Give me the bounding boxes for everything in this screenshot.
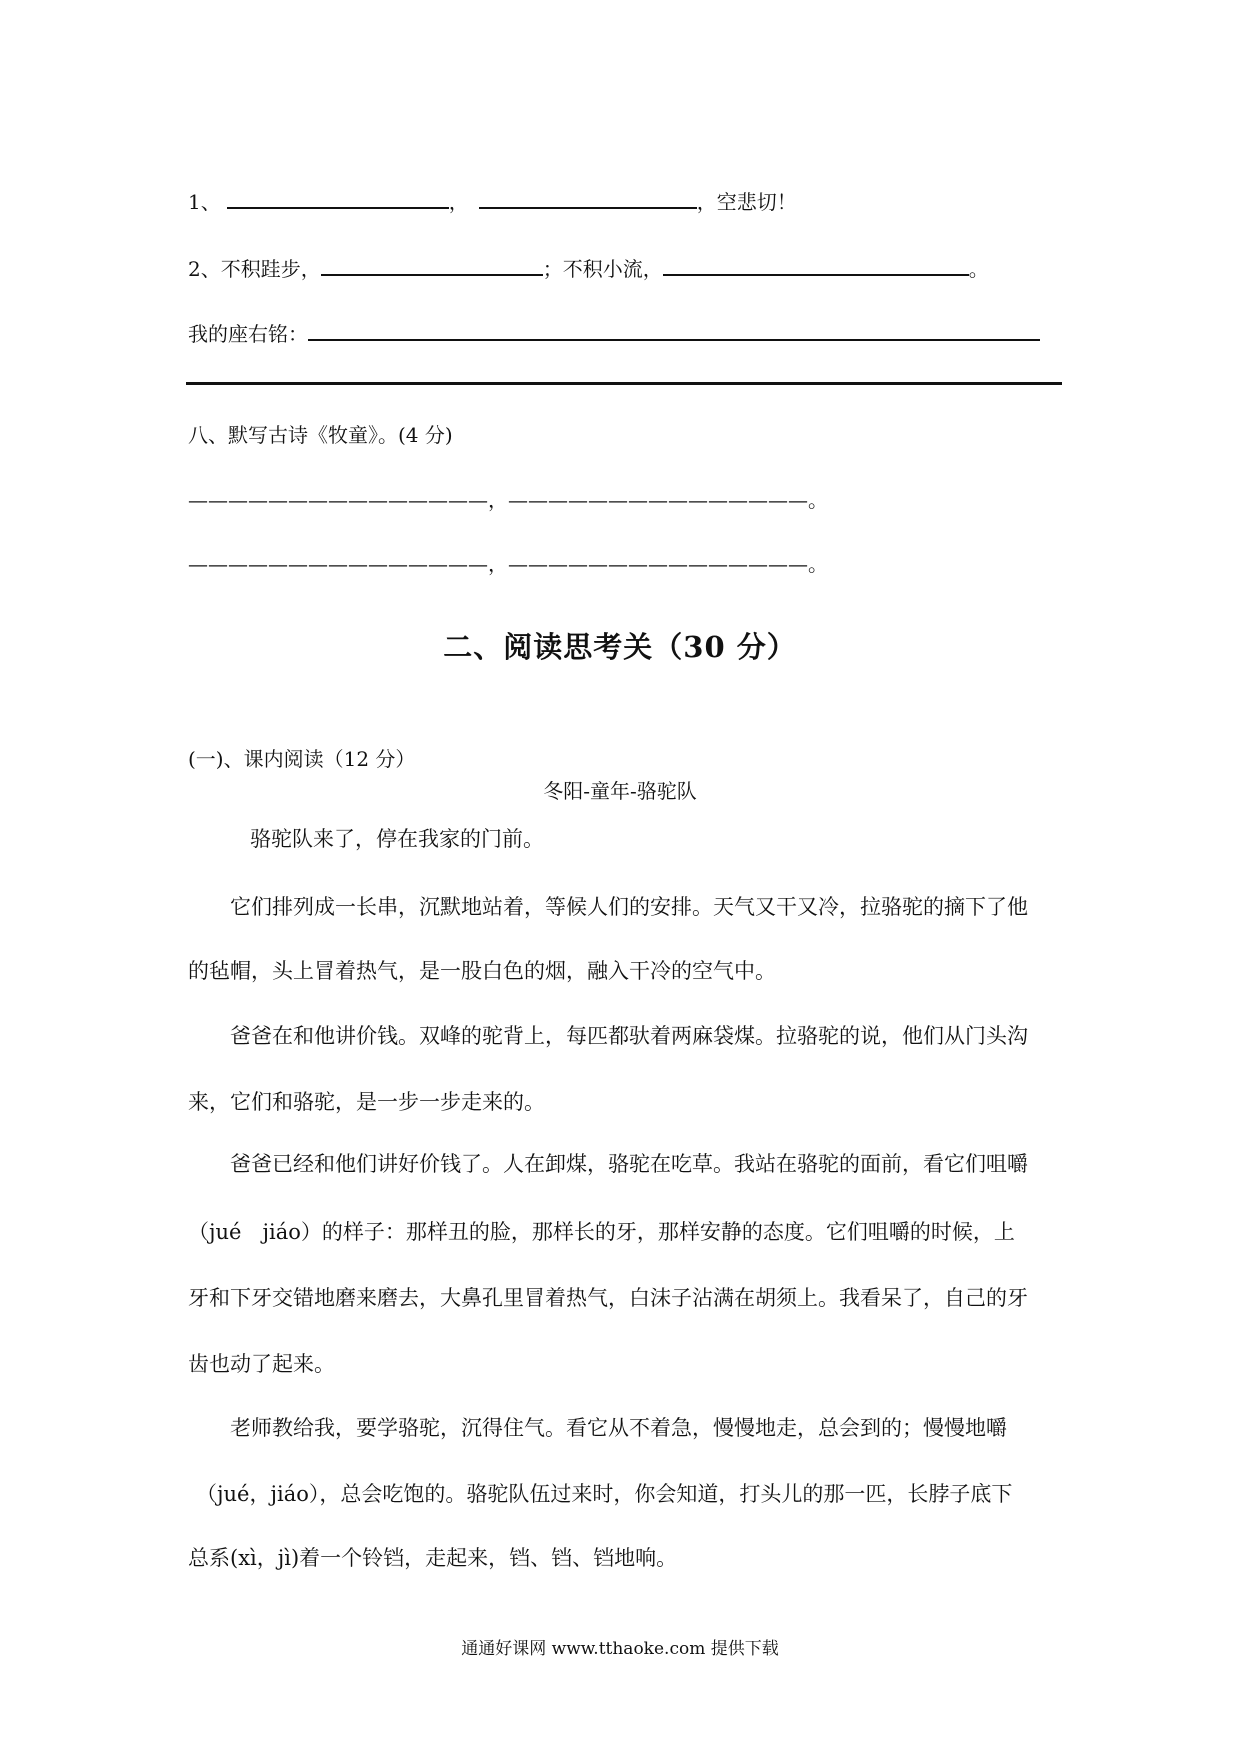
passage-line: （jué，jiáo），总会吃饱的。骆驼队伍过来时，你会知道，打头儿的那一匹，长脖子底下 (196, 1482, 1013, 1506)
section-title: 二、阅读思考关（30 分） (443, 630, 797, 664)
question-prompt: 2、不积跬步， (188, 257, 321, 281)
answer-blank (663, 254, 969, 276)
footer-watermark: 通通好课网 www.tthaoke.com 提供下载 (461, 1639, 779, 1659)
motto-line (188, 319, 1040, 348)
poem-blank-row: ———————————————，———————————————。 (188, 488, 828, 512)
punctuation: ， (448, 190, 469, 214)
poem-blank-row: ———————————————，———————————————。 (188, 552, 828, 576)
motto-label: 我的座右铭： (188, 322, 308, 346)
answer-blank (479, 187, 697, 209)
question-number: 1、 (188, 190, 221, 214)
reading-subheading: (一)、课内阅读（12 分） (188, 747, 416, 771)
passage-line: 的毡帽，头上冒着热气，是一股白色的烟，融入干冷的空气中。 (188, 959, 776, 983)
section-heading: 八、默写古诗《牧童》。(4 分) (188, 423, 453, 447)
question-tail: 。 (968, 257, 989, 281)
passage-title: 冬阳-童年-骆驼队 (543, 779, 697, 803)
fill-question-1 (188, 187, 797, 216)
passage-line: 来，它们和骆驼，是一步一步走来的。 (188, 1090, 545, 1114)
passage-line: 老师教给我，要学骆驼，沉得住气。看它从不着急，慢慢地走，总会到的；慢慢地嚼 (230, 1416, 1007, 1440)
passage-line: 总系(xì，jì)着一个铃铛，走起来，铛、铛、铛地响。 (188, 1546, 678, 1570)
passage-line: （jué jiáo）的样子：那样丑的脸，那样长的牙，那样安静的态度。它们咀嚼的时候，上 (188, 1220, 1015, 1244)
answer-blank (227, 187, 449, 209)
answer-blank (308, 319, 1040, 341)
passage-line: 齿也动了起来。 (188, 1352, 335, 1376)
passage-line: 爸爸在和他讲价钱。双峰的驼背上，每匹都驮着两麻袋煤。拉骆驼的说，他们从门头沟 (230, 1024, 1028, 1048)
passage-line: 它们排列成一长串，沉默地站着，等候人们的安排。天气又干又冷，拉骆驼的摘下了他 (230, 895, 1028, 919)
passage-line: 牙和下牙交错地磨来磨去，大鼻孔里冒着热气，白沫子沾满在胡须上。我看呆了，自己的牙 (188, 1286, 1028, 1310)
passage-line: 爸爸已经和他们讲好价钱了。人在卸煤，骆驼在吃草。我站在骆驼的面前，看它们咀嚼 (230, 1152, 1028, 1176)
question-tail: ，空悲切！ (696, 190, 797, 214)
answer-blank (321, 254, 543, 276)
horizontal-rule (186, 382, 1062, 385)
passage-line: 骆驼队来了，停在我家的门前。 (250, 827, 544, 851)
fill-question-2 (188, 254, 989, 283)
question-middle: ；不积小流， (542, 257, 663, 281)
